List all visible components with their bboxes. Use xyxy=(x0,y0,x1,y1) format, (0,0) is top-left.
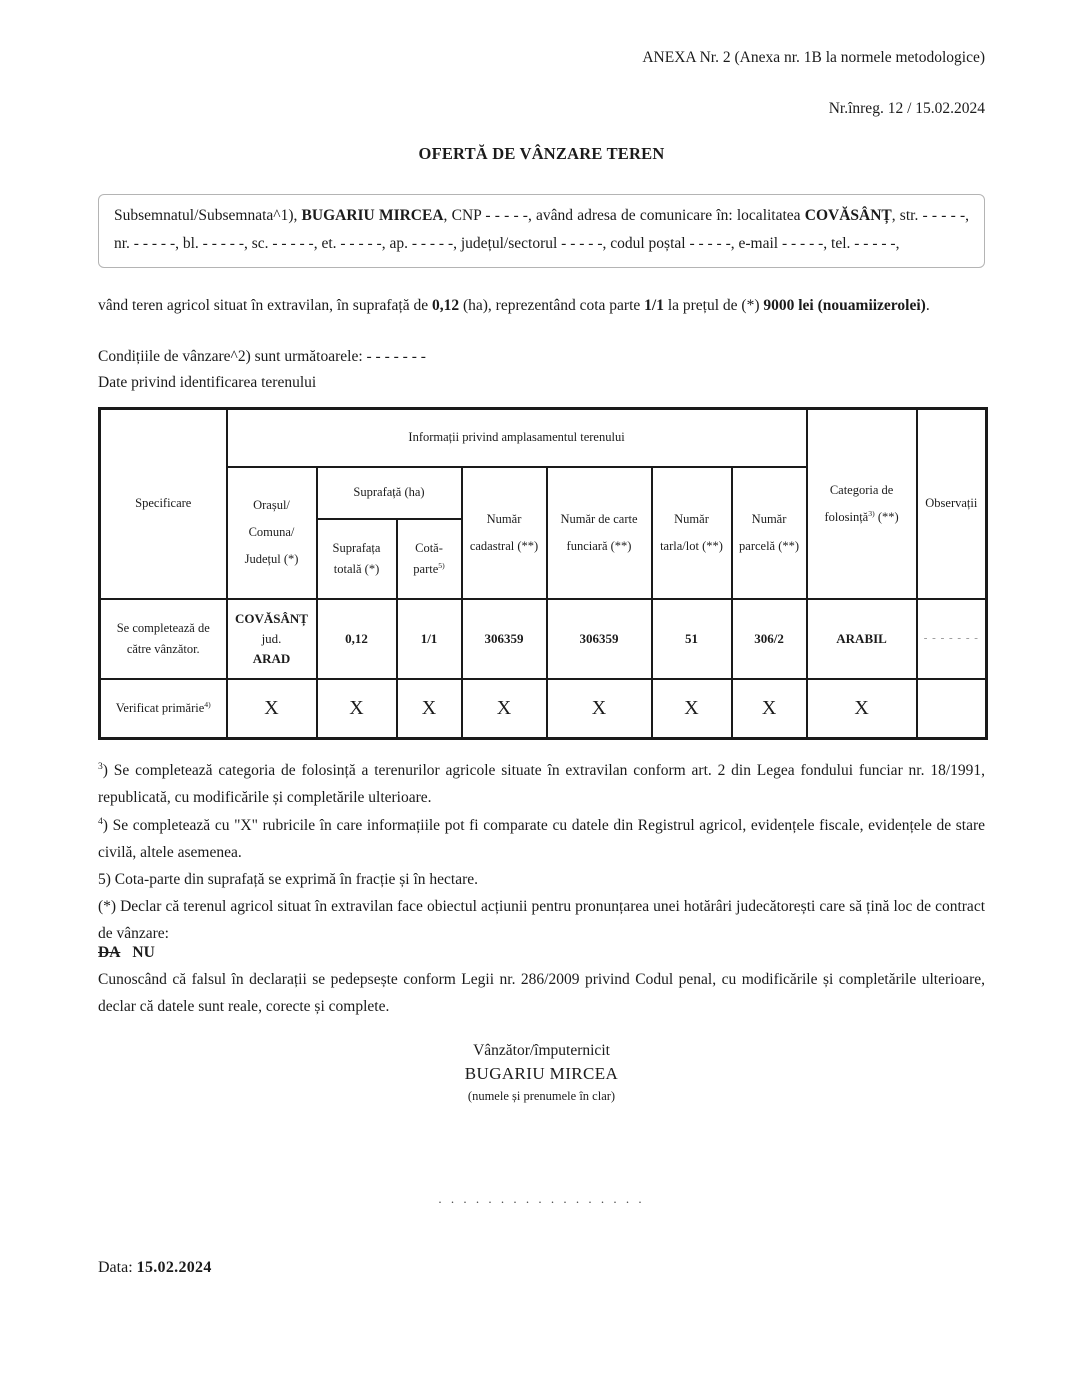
cell-share: 1/1 xyxy=(397,599,462,679)
da-option-struck: DA xyxy=(98,944,121,961)
date-label: Data: xyxy=(98,1259,137,1276)
sale-paragraph xyxy=(98,292,985,319)
signature-role: Vânzător/împuternicit xyxy=(473,1042,610,1059)
header-suprafata-totala xyxy=(317,519,397,599)
land-table-wrapper xyxy=(98,407,985,740)
header-cota-sup: 5) xyxy=(438,560,445,570)
legal-declaration: Cunoscând că falsul în declarații se pedepsește conform Legii nr. 286/2009 privind Codul penal, cu modificările și completările ulterioare, declar că datele sunt reale, corecte și complete. xyxy=(98,971,985,1015)
cell-tarla-number: 51 xyxy=(652,599,732,679)
verified-row-label-text: Verificat primărie xyxy=(115,700,205,715)
sale-conditions-line: Condițiile de vânzare^2) sunt următoarele: - - - - - - - xyxy=(98,348,426,365)
nu-option: NU xyxy=(132,944,155,961)
verified-mark: X xyxy=(397,679,462,739)
sale-run: vând teren agricol situat în extravilan, în suprafață de xyxy=(98,297,432,314)
header-cota-line1: Cotă- xyxy=(415,540,443,555)
signature-name: BUGARIU MIRCEA xyxy=(464,1064,619,1083)
header-cota-parte xyxy=(397,519,462,599)
footnote-3-text: ) Se completează categoria de folosință a terenurilor agricole situate în extravilan conform art. 2 din Legea fondului funciar nr. 18/1991, republicată, cu modificările și completările ulterioare. xyxy=(98,762,985,806)
footnote-3 xyxy=(98,757,985,811)
footnote-4-marker: 4 xyxy=(98,815,103,827)
cell-total-area: 0,12 xyxy=(317,599,397,679)
cell-county: ARAD xyxy=(252,650,291,666)
cell-observations: - - - - - - - xyxy=(917,599,987,679)
date-value: 15.02.2024 xyxy=(136,1259,212,1276)
document-title: OFERTĂ DE VÂNZARE TEREN xyxy=(418,144,665,163)
header-carte-line2: funciară (**) xyxy=(566,538,632,553)
verified-mark: X xyxy=(462,679,547,739)
verified-mark: X xyxy=(652,679,732,739)
intro-cnp-part: , CNP - - - - -, având adresa de comunicare în: localitatea xyxy=(443,207,805,224)
seller-identity-box xyxy=(98,194,985,268)
verified-mark: X xyxy=(807,679,917,739)
seller-locality: COVĂSÂNȚ xyxy=(804,207,892,224)
seller-row-label-line2: către vânzător. xyxy=(126,641,200,656)
sale-price-words: (nouamiizerolei) xyxy=(817,297,926,314)
seller-name: BUGARIU MIRCEA xyxy=(301,207,444,224)
cell-locality: COVĂSÂNȚ xyxy=(235,610,308,626)
header-suprafata-band: Suprafață (ha) xyxy=(317,467,462,519)
signature-block xyxy=(98,1039,985,1108)
cell-cadastral-number: 306359 xyxy=(462,599,547,679)
intro-address-part: , str. - - - - -, nr. - - - - -, bl. - - - - -, sc. - - - - -, et. - - - - -, ap. - - - - -, județul/sectorul - - - - -, codul poștal - - - - -, e-mail - - - - -, tel. - - - - -, xyxy=(114,207,969,252)
da-nu-line xyxy=(98,939,985,966)
table-row-verified xyxy=(100,679,987,739)
sale-run: . xyxy=(925,297,930,314)
header-cadastral-line2: cadastral (**) xyxy=(469,538,539,553)
header-info-band: Informații privind amplasamentul terenului xyxy=(227,409,807,467)
sale-run: (ha), reprezentând cota parte xyxy=(459,297,645,314)
header-numar-parcela xyxy=(732,467,807,599)
header-observatii: Observații xyxy=(917,409,987,599)
signature-clarification: (numele și prenumele în clar) xyxy=(467,1089,616,1103)
header-categoria-line3: (**) xyxy=(874,509,899,524)
header-oras-comuna-judet xyxy=(227,467,317,599)
verified-mark: X xyxy=(732,679,807,739)
seller-row-label-line1: Se completează de xyxy=(116,620,210,635)
header-suprafata-totala-line2: totală (*) xyxy=(333,561,380,576)
header-numar-carte-funciara xyxy=(547,467,652,599)
signature-dotted-line: . . . . . . . . . . . . . . . . . xyxy=(438,1191,645,1206)
header-cadastral-line1: Număr xyxy=(486,511,522,526)
header-categoria-sup: 3) xyxy=(868,508,875,518)
cell-land-book-number: 306359 xyxy=(547,599,652,679)
header-tarla-line2: tarla/lot (**) xyxy=(660,538,723,553)
header-cota-line2: parte xyxy=(413,561,439,576)
identification-heading: Date privind identificarea terenului xyxy=(98,374,317,391)
cell-locality-county xyxy=(227,599,317,679)
sale-share: 1/1 xyxy=(644,297,664,314)
verified-mark: X xyxy=(227,679,317,739)
footnote-4-text: ) Se completează cu "X" rubricile în care informațiile pot fi comparate cu datele din Registrul agricol, evidențele fiscale, evidențele de stare civilă, altele asemenea. xyxy=(98,817,985,861)
date-line xyxy=(98,1254,985,1281)
cell-jud-label: jud. xyxy=(261,630,282,646)
header-numar-cadastral xyxy=(462,467,547,599)
table-row-seller xyxy=(100,599,987,679)
header-tarla-line1: Număr xyxy=(674,511,709,526)
verified-row-label xyxy=(100,679,227,739)
header-oras-line1: Orașul/ xyxy=(253,498,290,512)
land-identification-table xyxy=(98,407,988,740)
verified-mark: X xyxy=(547,679,652,739)
header-numar-tarla xyxy=(652,467,732,599)
annex-line: ANEXA Nr. 2 (Anexa nr. 1B la normele metodologice) xyxy=(642,49,985,66)
cell-parcel-number: 306/2 xyxy=(732,599,807,679)
footnote-5: 5) Cota-parte din suprafață se exprimă în fracție și în hectare. xyxy=(98,871,479,888)
footnote-3-marker: 3 xyxy=(98,760,103,772)
verified-cell-observations xyxy=(917,679,987,739)
header-specificare: Specificare xyxy=(100,409,227,599)
header-categoria-line2: folosință xyxy=(824,509,869,524)
intro-prefix: Subsemnatul/Subsemnata^1), xyxy=(114,207,302,224)
header-carte-line1: Număr de carte xyxy=(560,511,638,526)
footnote-4 xyxy=(98,812,985,866)
header-categoria-folosinta xyxy=(807,409,917,599)
verified-row-label-sup: 4) xyxy=(204,699,211,709)
header-suprafata-totala-line1: Suprafața xyxy=(332,540,381,555)
sale-run: la prețul de (*) xyxy=(663,297,764,314)
header-oras-line2: Comuna/ xyxy=(248,525,295,539)
sale-area: 0,12 xyxy=(431,297,460,314)
header-parcela-line1: Număr xyxy=(751,511,787,526)
seller-row-label xyxy=(100,599,227,679)
header-parcela-line2: parcelă (**) xyxy=(739,538,800,553)
star-declaration: (*) Declar că terenul agricol situat în extravilan face obiectul acțiunii pentru pronunțarea unei hotărâri judecătorești care să țină loc de contract de vânzare: xyxy=(98,898,985,942)
header-oras-line3: Județul (*) xyxy=(244,552,299,566)
cell-use-category: ARABIL xyxy=(807,599,917,679)
verified-mark: X xyxy=(317,679,397,739)
header-categoria-line1: Categoria de xyxy=(829,482,894,497)
sale-price: 9000 lei xyxy=(763,297,814,314)
registration-number-line: Nr.înreg. 12 / 15.02.2024 xyxy=(828,100,985,117)
